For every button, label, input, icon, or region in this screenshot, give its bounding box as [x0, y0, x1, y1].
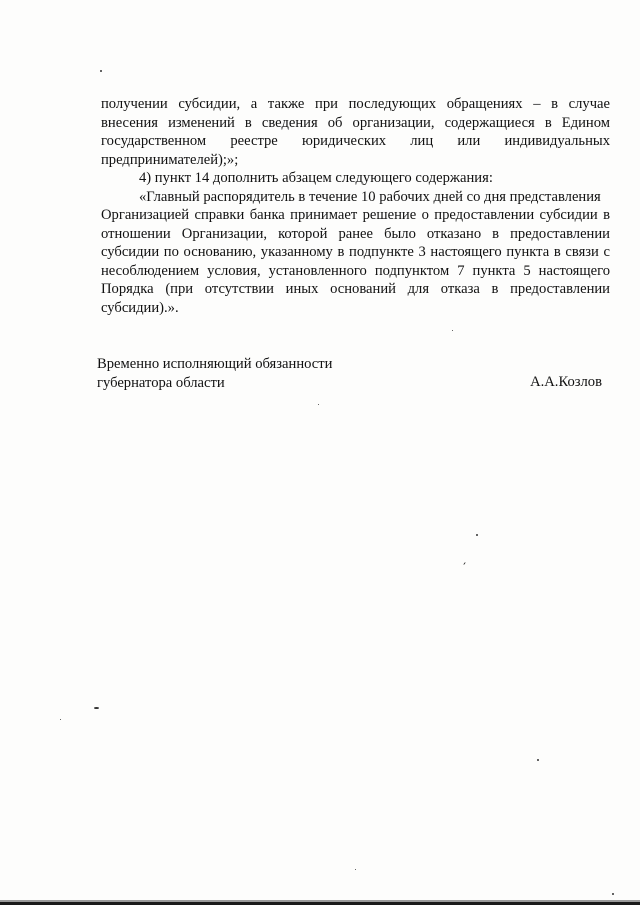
signatory-position-line: Временно исполняющий обязанности [97, 356, 333, 372]
signatory-name: А.А.Козлов [530, 374, 602, 390]
scan-speck [318, 404, 319, 405]
text-line: внесения изменений в сведения об организации, содержащиеся в Едином [101, 114, 610, 131]
scan-speck [100, 70, 102, 72]
scan-speck [355, 869, 356, 870]
quote-line: отношении Организации, которой ранее было отказано в предоставлении [101, 225, 610, 242]
scan-speck [94, 707, 99, 709]
signatory-position [97, 355, 332, 392]
scan-speck [60, 719, 61, 720]
scan-speck [452, 330, 453, 331]
quote-first-line: «Главный распорядитель в течение 10 рабочих дней со дня представления [139, 188, 601, 205]
text-line: получении субсидии, а также при последующих обращениях – в случае [101, 96, 610, 112]
quote-line: субсидии по основанию, указанному в подпункте 3 настоящего пункта в связи с [101, 244, 610, 260]
scan-speck [537, 759, 539, 761]
scan-speck [463, 562, 466, 565]
scan-speck [612, 893, 614, 895]
quote-last-line: субсидии).». [101, 299, 179, 316]
item-4-heading: 4) пункт 14 дополнить абзацем следующего содержания: [139, 170, 493, 186]
document-body [101, 95, 610, 317]
text-line: предпринимателей);»; [101, 151, 239, 168]
text-line: государственном реестре юридических лиц или индивидуальных [101, 133, 610, 149]
quote-line: Организацией справки банка принимает решение о предоставлении субсидии в [101, 207, 610, 223]
signatory-position-line: губернатора области [97, 374, 225, 391]
scan-speck [476, 534, 478, 536]
quote-line: несоблюдением условия, установленного подпунктом 7 пункта 5 настоящего [101, 262, 610, 279]
quote-line: Порядка (при отсутствии иных оснований для отказа в предоставлении [101, 281, 610, 297]
